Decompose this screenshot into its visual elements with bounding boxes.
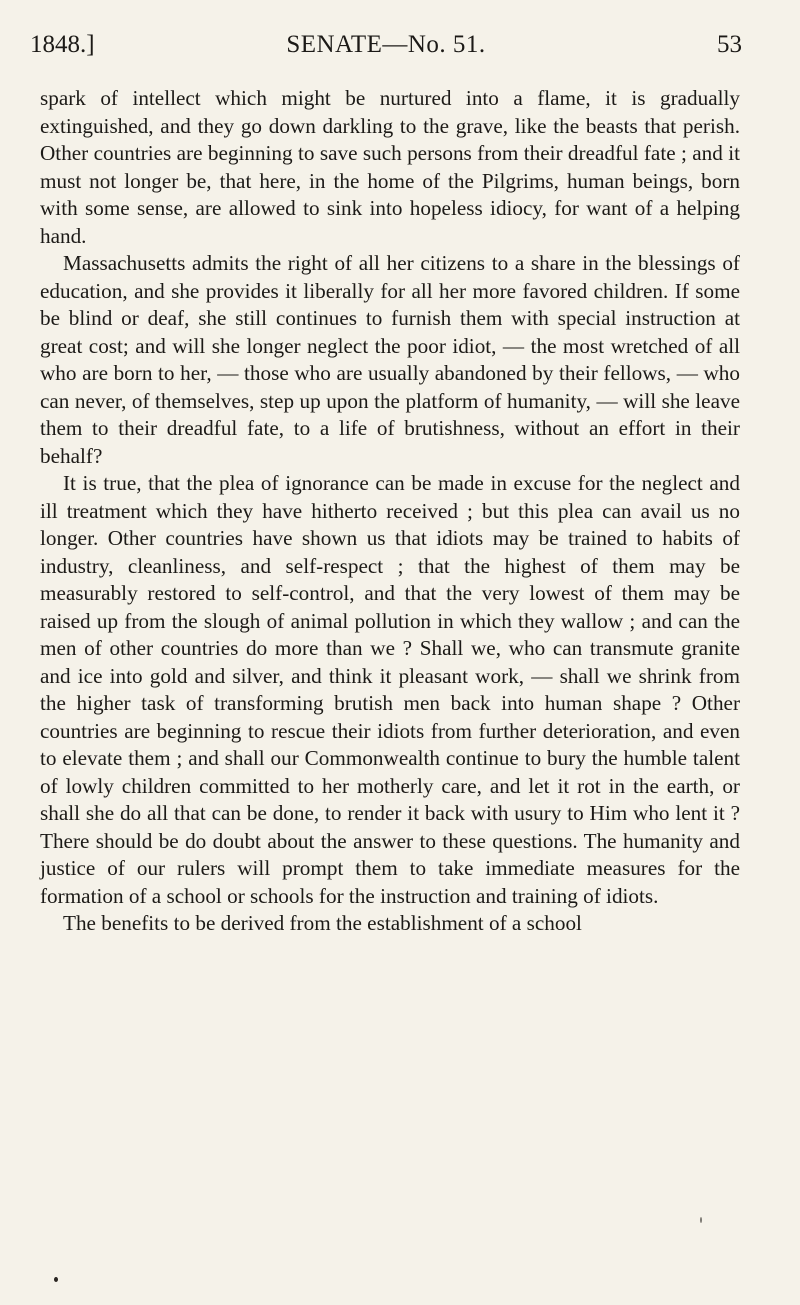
header-title: SENATE—No. 51.: [286, 31, 486, 58]
paragraph-benefits: The benefits to be derived from the establishment of a school: [63, 911, 582, 935]
page-number: 53: [717, 31, 742, 58]
paragraph-continuation: spark of intellect which might be nurtured into a flame, it is gradually extinguished, and they go down darkling to the grave, like the beasts that perish. Other countries are beginning to save such persons from their dreadful fate ; and it must not longer be, that here, in the home of the Pilgrims, human beings, born with some sense, are allowed to sink into hopeless idiocy, for want of a helping hand.: [40, 86, 740, 248]
ink-speck: [54, 1277, 58, 1282]
running-head: [30, 28, 742, 62]
paragraph-massachusetts: Massachusetts admits the right of all her citizens to a share in the blessings of education, and she provides it liberally for all her more favored children. If some be blind or deaf, she still continues to furnish them with special instruction at great cost; and will she longer neglect the poor idiot, — the most wretched of all who are born to her, — those who are usually abandoned by their fellows, — who can never, of themselves, step up upon the platform of humanity, — will she leave them to their dreadful fate, to a life of brutishness, without an effort in their behalf?: [40, 251, 740, 468]
ink-speck: [700, 1217, 702, 1223]
header-year: 1848.]: [30, 31, 95, 58]
paragraph-plea-of-ignorance: It is true, that the plea of ignorance can be made in excuse for the neglect and ill treatment which they have hitherto received ; but this plea can avail us no longer. Other countries have shown us that idiots may be trained to habits of industry, cleanliness, and self-respect ; that the highest of them may be measurably restored to self-control, and that the very lowest of them may be raised up from the slough of animal pollution in which they wallow ; and can the men of other countries do more than we ? Shall we, who can transmute granite and ice into gold and silver, and think it pleasant work, — shall we shrink from the higher task of transforming brutish men back into human shape ? Other countries are beginning to rescue their idiots from further deterioration, and even to elevate them ; and shall our Commonwealth continue to bury the humble talent of lowly children committed to her motherly care, and let it rot in the earth, or shall she do all that can be done, to render it back with usury to Him who lent it ? There should be do doubt about the answer to these questions. The humanity and justice of our rulers will prompt them to take immediate measures for the formation of a school or schools for the instruction and training of idiots.: [40, 471, 740, 908]
body-text: [40, 85, 740, 938]
